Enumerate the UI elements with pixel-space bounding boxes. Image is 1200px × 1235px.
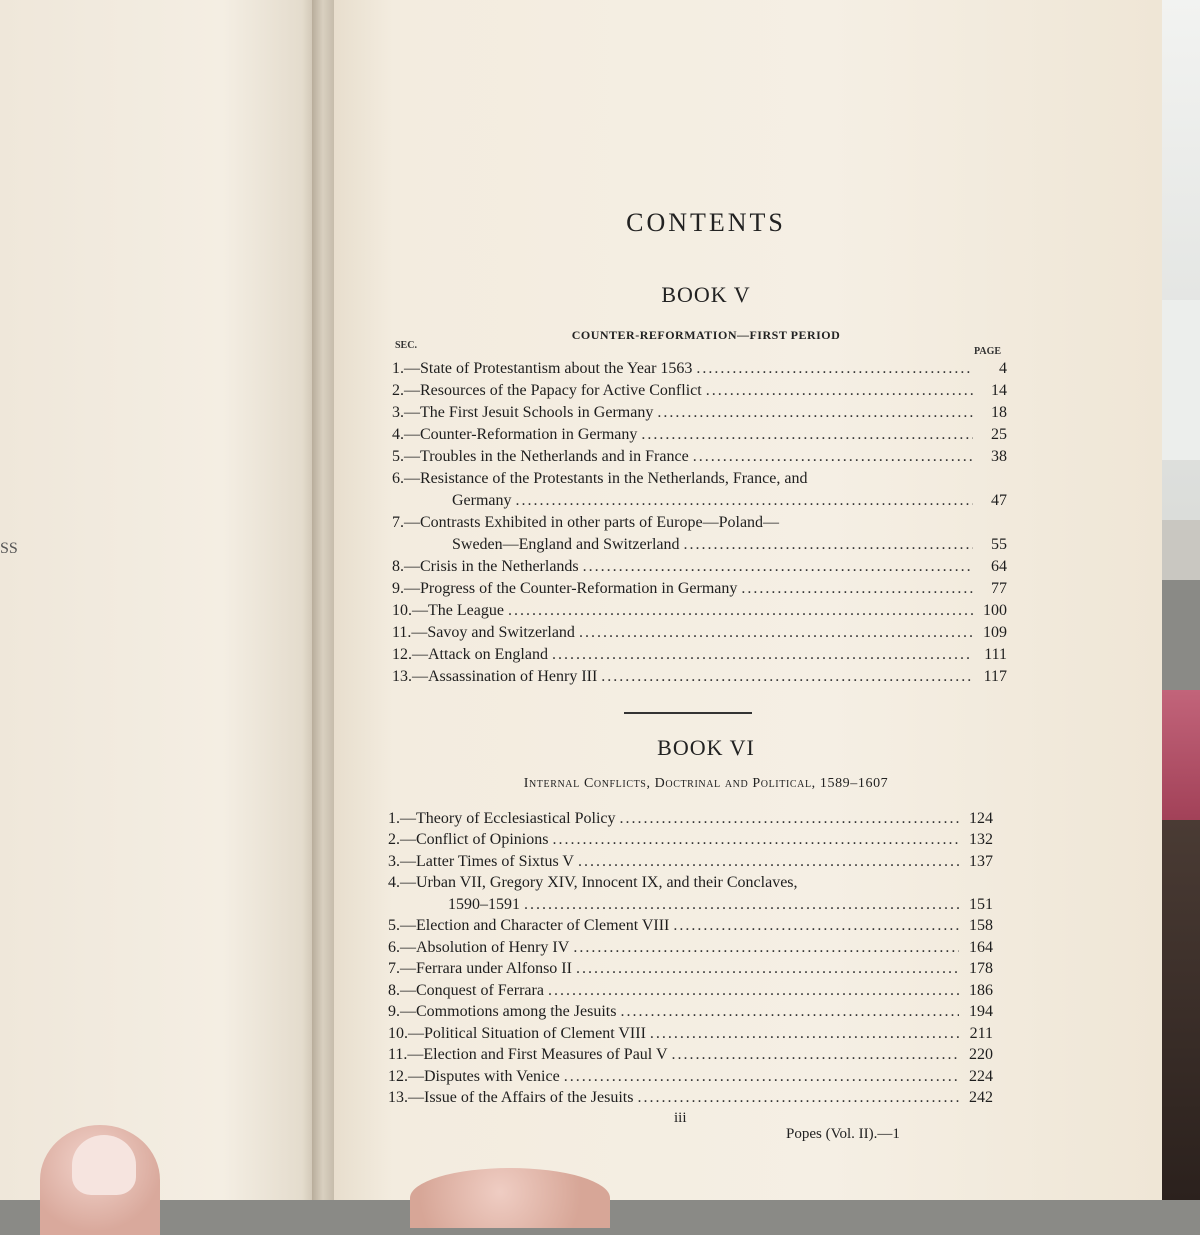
leader-dots — [637, 1089, 959, 1107]
toc-entry — [388, 1000, 993, 1022]
toc-entry-title: 12.—Disputes with Venice — [388, 1067, 560, 1085]
toc-entry-title: 8.—Conquest of Ferrara — [388, 981, 544, 999]
toc-page-number: 124 — [969, 809, 993, 827]
toc-entry-title: 9.—Progress of the Counter-Reformation in Germany — [392, 580, 738, 597]
leader-dots — [693, 448, 973, 466]
leader-dots — [564, 1068, 959, 1086]
leader-dots — [552, 646, 973, 664]
toc-entry — [388, 978, 993, 1000]
fingernail — [72, 1135, 136, 1195]
toc-entry-title: 9.—Commotions among the Jesuits — [388, 1003, 617, 1020]
leader-dots — [741, 580, 973, 598]
toc-page-number: 224 — [969, 1067, 993, 1085]
book-gutter — [312, 0, 334, 1200]
toc-entry — [388, 914, 993, 936]
toc-entry-title: 6.—Absolution of Henry IV — [388, 938, 570, 956]
leader-dots — [696, 360, 973, 378]
toc-entry — [392, 598, 1007, 620]
toc-entry — [392, 642, 1007, 664]
toc-entry-continuation — [392, 488, 1007, 510]
page-folio: iii — [674, 1110, 687, 1126]
toc-entry — [392, 620, 1007, 642]
toc-entry-title: 11.—Election and First Measures of Paul V — [388, 1046, 668, 1063]
left-page-text-fragment: SS — [0, 540, 18, 557]
toc-entry — [392, 510, 1007, 532]
leader-dots — [650, 1025, 959, 1043]
left-page — [0, 0, 318, 1200]
sec-column-label: SEC. — [395, 340, 417, 351]
toc-entry-title: 11.—Savoy and Switzerland — [392, 624, 575, 641]
toc-entry-title: 7.—Contrasts Exhibited in other parts of Europe—Poland— — [392, 514, 780, 531]
toc-page-number: 4 — [999, 360, 1007, 377]
toc-entry-title: 4.—Counter-Reformation in Germany — [392, 426, 638, 443]
toc-page-number: 194 — [969, 1003, 993, 1020]
section-divider-rule — [624, 712, 752, 714]
toc-page-number: 117 — [983, 668, 1007, 685]
toc-page-number: 186 — [969, 981, 993, 999]
toc-entry — [388, 1086, 993, 1108]
leader-dots — [524, 896, 959, 914]
leader-dots — [578, 853, 959, 871]
toc-entry — [392, 554, 1007, 576]
leader-dots — [573, 939, 959, 957]
leader-dots — [641, 426, 973, 444]
toc-entry — [392, 664, 1007, 686]
toc-entry-title: 2.—Resources of the Papacy for Active Conflict — [392, 382, 702, 399]
toc-entry — [392, 378, 1007, 400]
book-vi-title: BOOK VI — [657, 735, 755, 760]
toc-page-number: 151 — [969, 895, 993, 913]
toc-page-number: 164 — [969, 938, 993, 956]
page-column-label: PAGE — [974, 346, 1002, 357]
contents-title: CONTENTS — [626, 208, 786, 237]
finger-bottom — [410, 1168, 610, 1228]
toc-page-number: 211 — [969, 1024, 993, 1042]
toc-entry — [392, 444, 1007, 466]
leader-dots — [548, 982, 959, 1000]
toc-page-number: 178 — [969, 960, 993, 977]
toc-entry-title: 3.—Latter Times of Sixtus V — [388, 852, 574, 870]
toc-page-number: 47 — [991, 492, 1007, 509]
leader-dots — [552, 831, 959, 849]
toc-entry-title: 12.—Attack on England — [392, 646, 548, 663]
leader-dots — [684, 536, 974, 554]
toc-entry — [388, 871, 993, 893]
toc-entry-title: 2.—Conflict of Opinions — [388, 831, 549, 848]
toc-entry-title: 5.—Troubles in the Netherlands and in France — [392, 448, 689, 465]
leader-dots — [672, 1046, 959, 1064]
leader-dots — [579, 624, 973, 642]
leader-dots — [619, 810, 959, 828]
leader-dots — [576, 960, 959, 978]
leader-dots — [516, 492, 973, 510]
toc-page-number: 14 — [991, 382, 1007, 399]
toc-entry-title: 1.—Theory of Ecclesiastical Policy — [388, 809, 616, 827]
leader-dots — [657, 404, 973, 422]
toc-entry-title-cont: 1590–1591 — [448, 895, 520, 913]
toc-entry-title: 1.—State of Protestantism about the Year 1563 — [392, 360, 693, 377]
toc-page-number: 220 — [969, 1046, 993, 1063]
toc-page-number: 18 — [991, 404, 1007, 421]
toc-entry-title: 5.—Election and Character of Clement VIII — [388, 917, 670, 934]
toc-entry — [388, 957, 993, 979]
toc-entry — [388, 1021, 993, 1043]
toc-page-number: 64 — [991, 558, 1007, 575]
toc-entry — [392, 576, 1007, 598]
toc-entry — [388, 828, 993, 850]
book-vi-entries — [388, 806, 993, 1107]
toc-entry-title: 13.—Assassination of Henry III — [392, 668, 598, 685]
toc-entry — [392, 400, 1007, 422]
toc-page-number: 132 — [969, 831, 993, 848]
toc-page-number: 100 — [983, 602, 1007, 619]
toc-entry-title: 13.—Issue of the Affairs of the Jesuits — [388, 1089, 634, 1106]
toc-entry-title: 8.—Crisis in the Netherlands — [392, 558, 579, 575]
book-v-entries — [392, 356, 1007, 686]
book-v-subtitle: COUNTER-REFORMATION—FIRST PERIOD — [571, 328, 841, 342]
leader-dots — [601, 668, 973, 686]
leader-dots — [508, 602, 973, 620]
book-vi-subtitle: Internal Conflicts, Doctrinal and Political, 1589–1607 — [523, 776, 889, 791]
toc-entry-title-cont: Sweden—England and Switzerland — [452, 536, 680, 553]
leader-dots — [706, 382, 973, 400]
toc-entry — [388, 935, 993, 957]
toc-page-number: 158 — [969, 917, 993, 934]
leader-dots — [583, 558, 973, 576]
leader-dots — [620, 1003, 959, 1021]
toc-entry-continuation — [388, 892, 993, 914]
toc-entry-title: 10.—Political Situation of Clement VIII — [388, 1024, 646, 1042]
toc-entry-continuation — [392, 532, 1007, 554]
toc-entry — [388, 806, 993, 828]
toc-page-number: 38 — [991, 448, 1007, 465]
toc-page-number: 55 — [991, 536, 1007, 553]
toc-entry — [392, 356, 1007, 378]
toc-page-number: 77 — [991, 580, 1007, 597]
printer-signature: Popes (Vol. II).—1 — [786, 1126, 900, 1142]
leader-dots — [673, 917, 959, 935]
toc-entry-title: 3.—The First Jesuit Schools in Germany — [392, 404, 654, 421]
toc-entry-title: 6.—Resistance of the Protestants in the Netherlands, France, and — [392, 470, 808, 487]
toc-entry-title-cont: Germany — [452, 492, 512, 509]
toc-page-number: 111 — [984, 646, 1007, 663]
toc-page-number: 242 — [969, 1089, 993, 1106]
toc-entry — [388, 1064, 993, 1086]
toc-entry-title: 7.—Ferrara under Alfonso II — [388, 960, 572, 977]
toc-entry — [388, 849, 993, 871]
toc-entry — [388, 1043, 993, 1065]
toc-page-number: 109 — [983, 624, 1007, 641]
toc-page-number: 25 — [991, 426, 1007, 443]
toc-entry — [392, 422, 1007, 444]
toc-entry-title: 4.—Urban VII, Gregory XIV, Innocent IX, and their Conclaves, — [388, 874, 798, 891]
toc-entry-title: 10.—The League — [392, 602, 504, 619]
book-v-title: BOOK V — [661, 282, 751, 307]
toc-page-number: 137 — [969, 852, 993, 870]
toc-entry — [392, 466, 1007, 488]
